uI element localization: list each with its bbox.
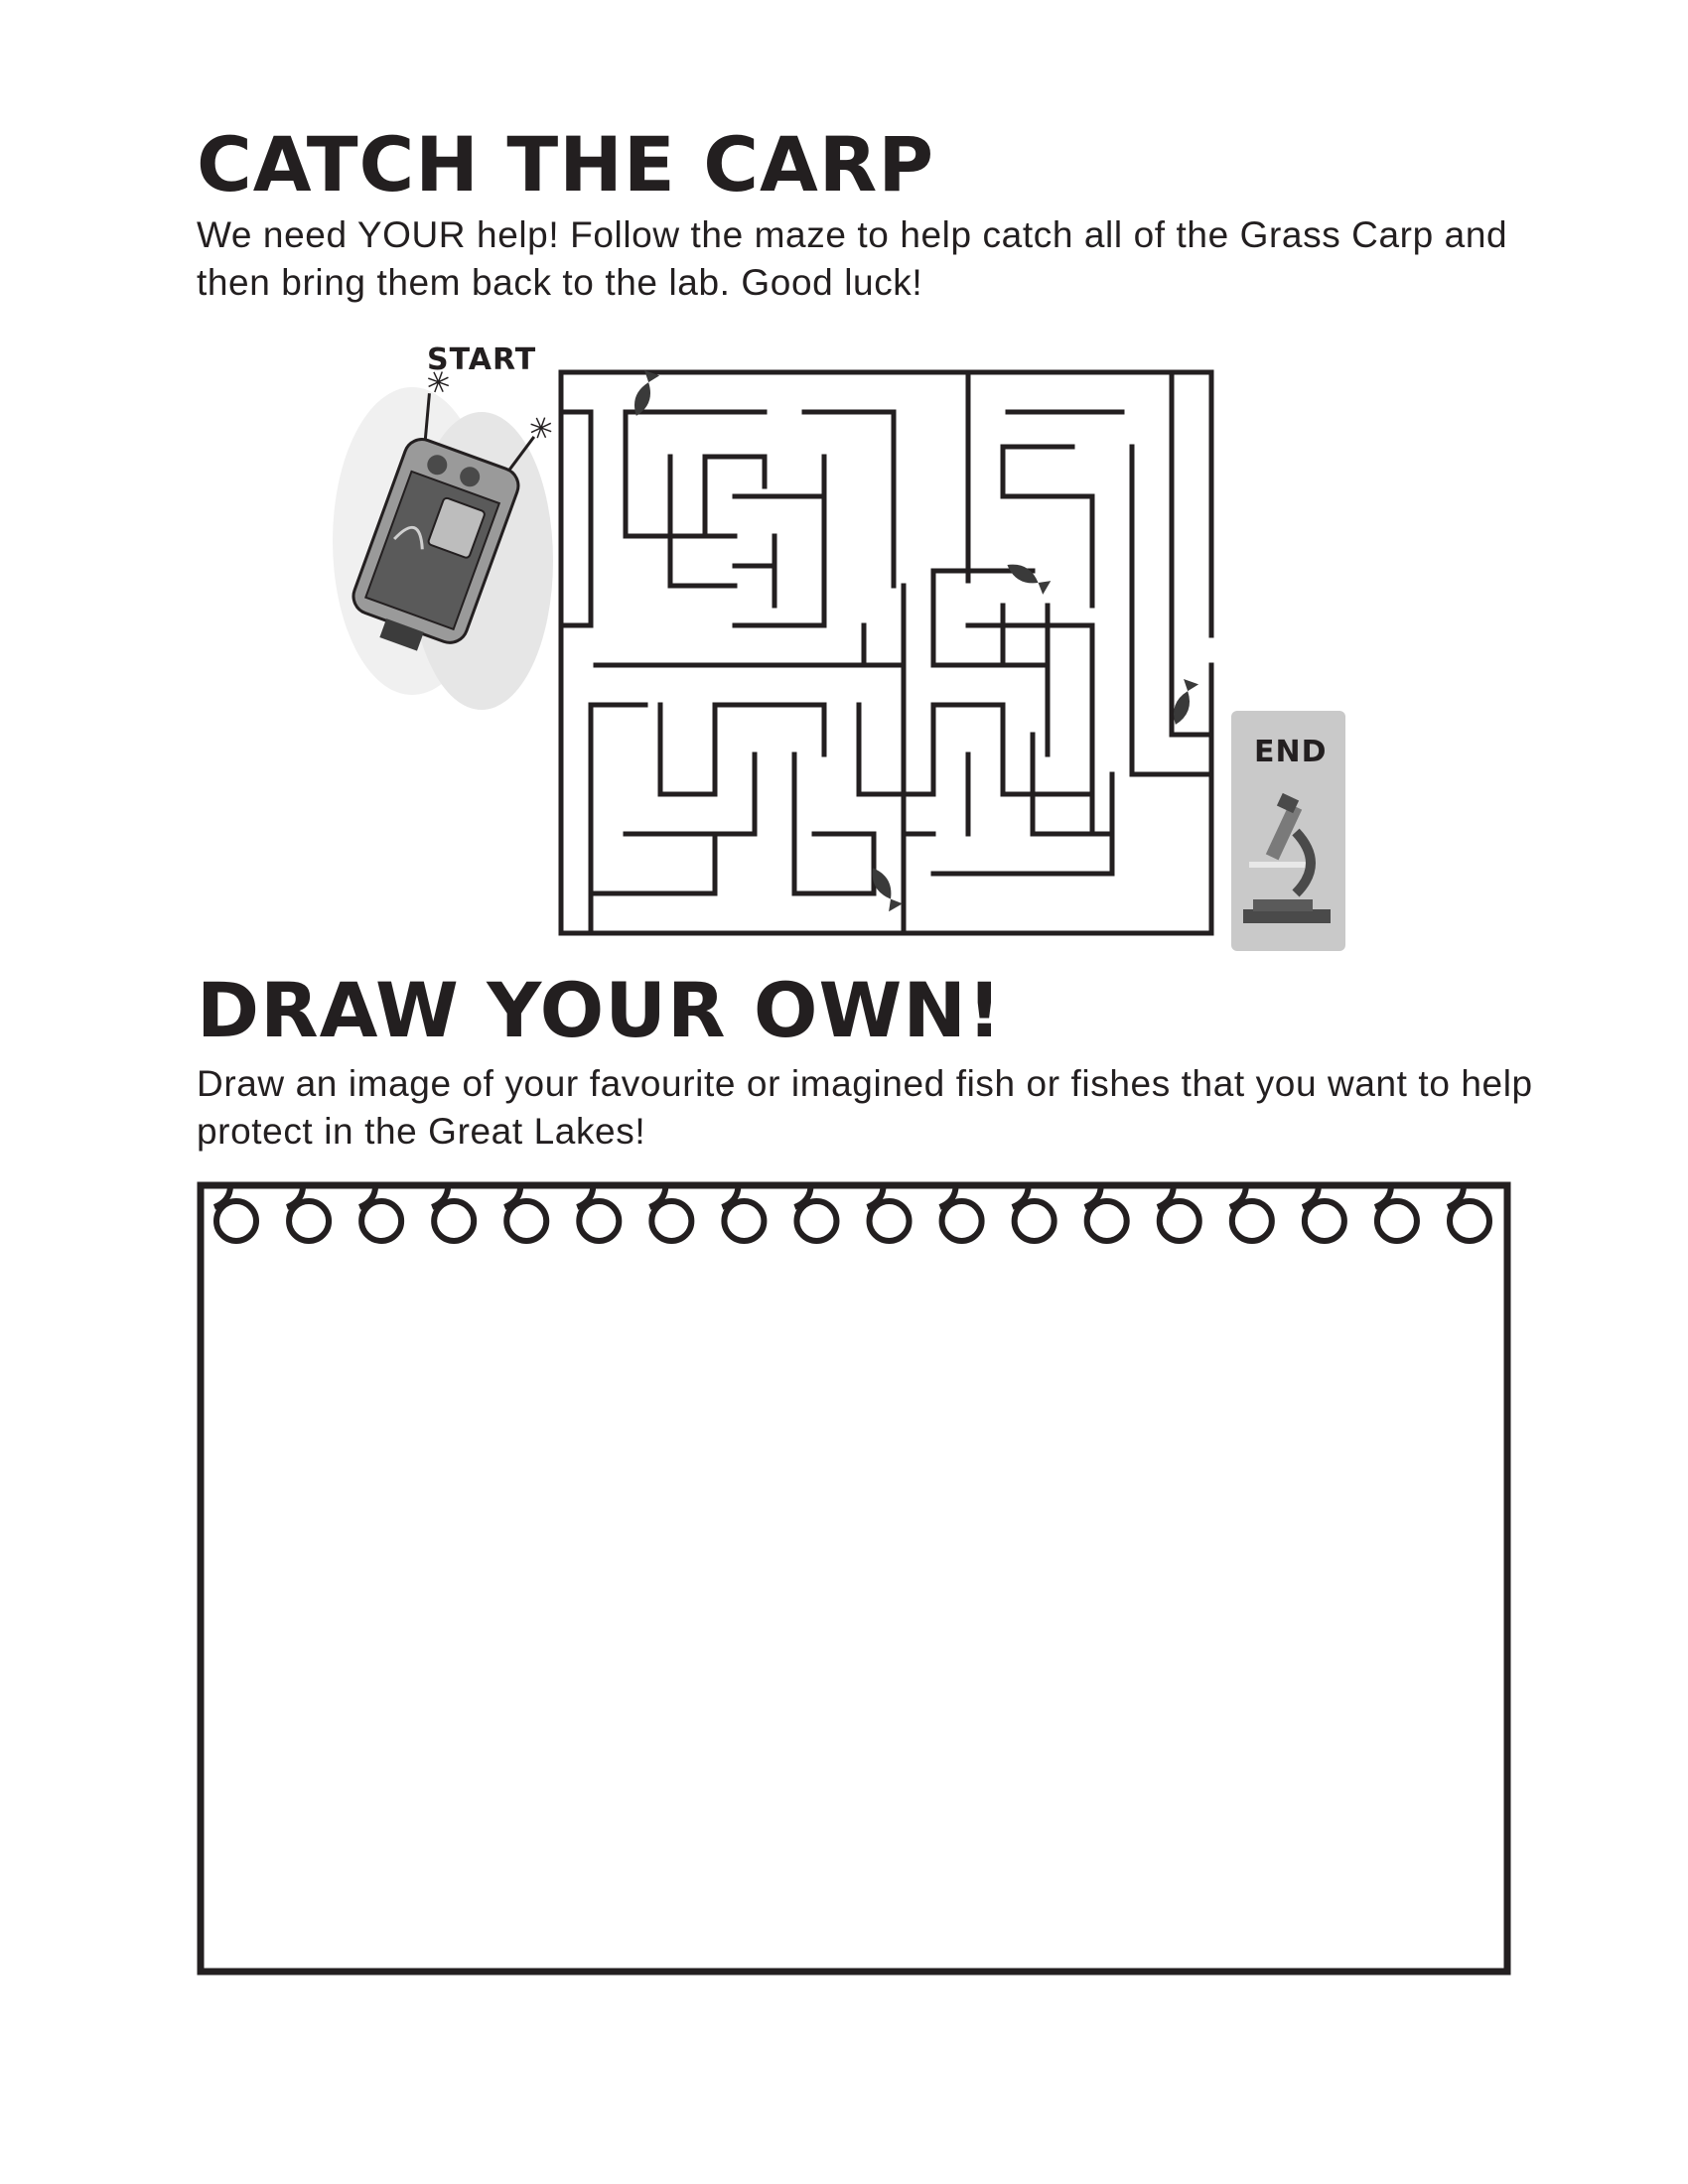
maze-walls bbox=[561, 372, 1211, 933]
draw-your-own-title: DRAW YOUR OWN! bbox=[197, 966, 1003, 1054]
carp-fish-icon bbox=[1003, 558, 1051, 595]
svg-text:✳: ✳ bbox=[420, 362, 456, 404]
start-label: START bbox=[427, 342, 537, 377]
drawing-instructions: Draw an image of your favourite or imagined fish or fishes that you want to help protect in the Great Lakes! bbox=[197, 1063, 1533, 1152]
drawing-area[interactable] bbox=[197, 1181, 1511, 1976]
maze-instructions: We need YOUR help! Follow the maze to help catch all of the Grass Carp and then bring them back to the lab. Good luck! bbox=[197, 214, 1508, 303]
catch-the-carp-title: CATCH THE CARP bbox=[197, 120, 935, 208]
boat-icon bbox=[333, 362, 561, 710]
end-label: END bbox=[1254, 735, 1328, 769]
notepad-frame bbox=[201, 1185, 1507, 1972]
maze-area bbox=[318, 338, 1370, 953]
svg-text:✳: ✳ bbox=[522, 408, 559, 450]
